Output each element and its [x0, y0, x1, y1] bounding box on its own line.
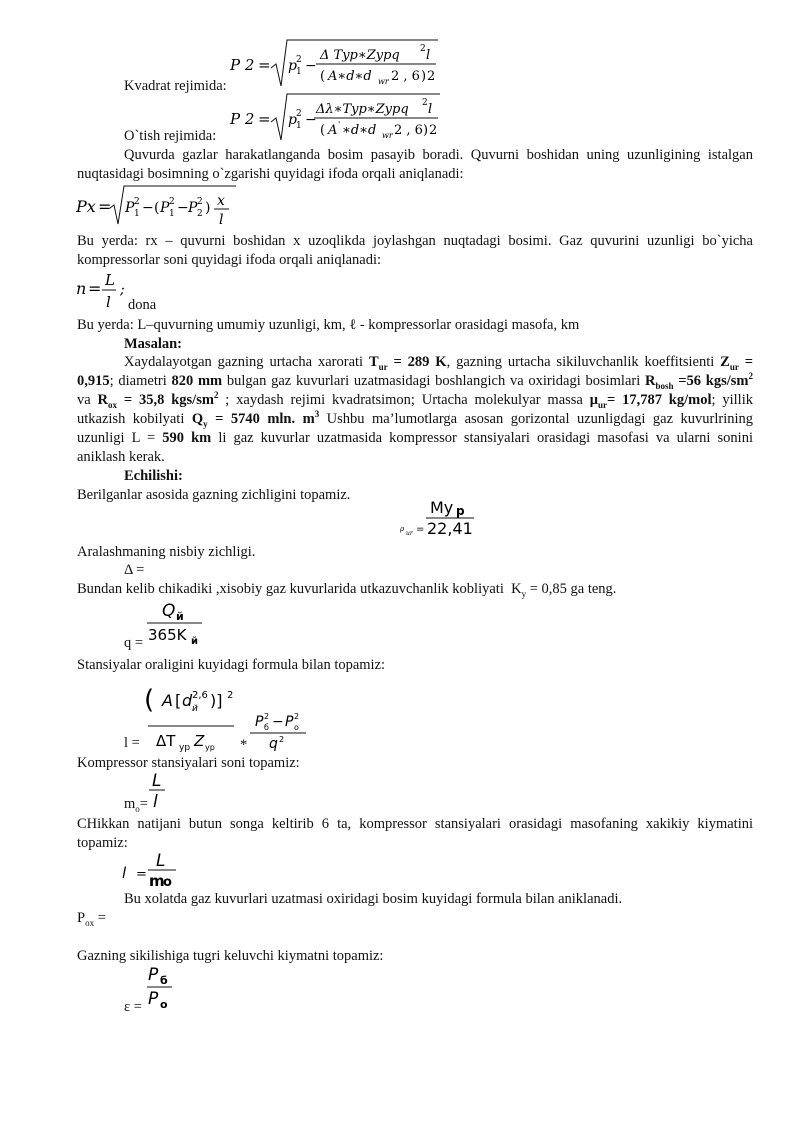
svg-text:∗d∗d: ∗d∗d: [342, 123, 377, 138]
kvadrat-label: Kvadrat rejimida:: [124, 78, 227, 94]
svg-text:Px: Px: [76, 197, 96, 216]
svg-text:l: l: [219, 212, 224, 228]
svg-text:P: P: [255, 714, 264, 730]
formula-px: [76, 184, 246, 230]
svg-text:ρ: ρ: [400, 525, 405, 533]
svg-text:й: й: [176, 610, 184, 623]
svg-text:): ): [205, 200, 211, 216]
multiply-sign: *: [240, 737, 248, 753]
svg-text:p: p: [288, 58, 297, 74]
relative-density-label: Aralashmaning nisbiy zichligi.: [77, 544, 256, 560]
svg-text:wr: wr: [378, 77, 389, 86]
formula-mo: [148, 770, 168, 810]
l-eq: l =: [124, 735, 140, 751]
svg-text:m: m: [149, 872, 165, 890]
svg-text:L: L: [105, 271, 115, 289]
svg-text:22,41: 22,41: [427, 519, 473, 538]
svg-text:о: о: [294, 723, 299, 732]
svg-text:1: 1: [134, 209, 140, 219]
svg-text:(: (: [144, 685, 155, 715]
svg-text:2: 2: [134, 197, 140, 207]
svg-text:L: L: [156, 851, 166, 871]
svg-text:wr: wr: [382, 131, 393, 140]
formula-kvadrat: [228, 38, 448, 92]
svg-text:2: 2: [294, 712, 300, 721]
svg-text:−: −: [305, 112, 317, 128]
svg-text:(: (: [320, 69, 326, 84]
formula-density: [398, 497, 480, 541]
capacity-sentence: Bundan kelib chikadiki ,xisobiy gaz kuvurlarida utkazuvchanlik kobliyati $K_y = 0,85$ ga teng.: [77, 581, 617, 599]
density-intro: Berilganlar asosida gazning zichligini topamiz.: [77, 487, 351, 503]
svg-text:о: о: [160, 998, 168, 1011]
svg-text:): ): [423, 123, 429, 138]
pox-eq: $P_{ox}$ =: [77, 910, 106, 928]
svg-text:−: −: [142, 200, 154, 216]
svg-text:1: 1: [169, 209, 175, 219]
svg-text:=: =: [136, 867, 147, 882]
svg-text:P: P: [125, 200, 135, 216]
formula-l-actual: [122, 850, 182, 890]
svg-text:ur: ur: [406, 530, 413, 537]
svg-text:2: 2: [420, 44, 426, 54]
svg-text:2: 2: [197, 197, 203, 207]
svg-text:2: 2: [427, 69, 436, 84]
svg-text:': ': [338, 120, 341, 129]
svg-text:Δ Typ∗Zypq: Δ Typ∗Zypq: [320, 48, 400, 63]
svg-text:2 , 6: 2 , 6: [394, 123, 423, 138]
svg-text:=: =: [258, 56, 271, 74]
svg-text:p: p: [456, 504, 465, 518]
svg-text:365K: 365K: [148, 626, 187, 644]
svg-text:A: A: [328, 123, 338, 138]
svg-text:1: 1: [296, 67, 302, 77]
svg-text:n: n: [76, 279, 87, 298]
svg-text:=: =: [88, 279, 102, 298]
svg-text:2: 2: [422, 98, 428, 108]
svg-text:P: P: [148, 965, 159, 985]
formula-n: [76, 270, 136, 314]
formula-epsilon: [146, 962, 176, 1012]
svg-text:=: =: [98, 197, 112, 216]
svg-text:2: 2: [279, 735, 285, 744]
svg-text:й: й: [191, 636, 199, 647]
epsilon-eq: ε =: [124, 999, 142, 1015]
svg-text:;: ;: [120, 282, 125, 298]
svg-text:Q: Q: [162, 601, 176, 621]
svg-text:My: My: [430, 498, 454, 517]
svg-text:P: P: [188, 200, 198, 216]
delta-eq: Δ =: [124, 562, 145, 578]
svg-text:2: 2: [264, 712, 270, 721]
svg-text:−: −: [272, 714, 284, 730]
svg-text:L: L: [152, 771, 162, 791]
svg-text:2: 2: [296, 55, 302, 65]
svg-text:q: q: [269, 736, 278, 752]
svg-text:−: −: [305, 58, 317, 74]
svg-text:(: (: [320, 123, 326, 138]
formula-q: [146, 598, 206, 648]
solution-heading: Echilishi:: [124, 468, 183, 484]
svg-text:−: −: [177, 200, 189, 216]
svg-text:l: l: [426, 48, 431, 63]
svg-text:=: =: [258, 110, 271, 128]
svg-text:P: P: [148, 989, 159, 1009]
svg-text:[: [: [175, 691, 182, 710]
paragraph-pressure-drop: Quvurda gazlar harakatlanganda bosim pasayib boradi. Quvurni boshidan uning uzunligining istalgan nuqtasidagi bosimning o`zgarishi quyidagi ifoda orqali aniqlanadi:: [77, 147, 753, 182]
q-eq: q =: [124, 635, 144, 651]
rounding-sentence: CHikkan natijani butun songa keltirib 6 ta, kompressor stansiyalari orasidagi masofaning xakikiy kiymatini topamiz:: [77, 816, 753, 851]
paragraph-L-definition: Bu yerda: L–quvurning umumiy uzunligi, km, ℓ - kompressorlar orasidagi masofa, km: [77, 317, 580, 333]
svg-text:2: 2: [169, 197, 175, 207]
svg-text:2: 2: [296, 109, 302, 119]
formula-p2-label: P 2: [230, 56, 255, 74]
formula-otish: [228, 92, 448, 146]
svg-text:d: d: [182, 691, 193, 710]
svg-text:x: x: [217, 193, 225, 209]
example-paragraph: Xaydalayotgan gazning urtacha xarorati $T_{ur} = 289$ K, gazning urtacha sikiluvchanlik koeffitsienti $Z_{ur} = 0,915$; diametri 820 mm bulgan gaz kuvurlari uzatmasidagi boshlangich va oxiridagi bosimlari $R_{bosh} =56$ kgs/$sm^2$ va $R_{ox} = 35,8$ kgs/$sm^2$ ; xaydash rejimi kvadratsimon; Urtacha molekulyar massa $\mu_{ur}= 17,787$ kg/mol; yillik utkazish kobilyati $Q_y = 5740$ mln. $m^3$ Ushbu ma’lumotlarga asosan gorizontal uzunligdagi gaz kuvurlrining uzunligi L = 590 km li gaz kuvurlar uzatmasida kompressor stansiyalari orasidagi masofasi va ularni sonini aniklash kerak.: [77, 354, 754, 465]
svg-text:ур: ур: [179, 743, 191, 753]
paragraph-px-explained: Bu yerda: rx – quvurni boshidan x uzoqlikda joylashgan nuqtadagi bosimi. Gaz quvurini uzunligi bo`yicha kompressorlar soni quyidagi ifoda orqali aniqlanadi:: [77, 233, 753, 268]
svg-text:й: й: [192, 704, 198, 714]
svg-text:Δλ∗Typ∗Zypq: Δλ∗Typ∗Zypq: [316, 102, 409, 117]
svg-text:2: 2: [227, 690, 234, 701]
mo-eq: $m_o=$: [124, 796, 148, 814]
example-heading: Masalan:: [124, 336, 182, 352]
svg-text:)]: )]: [210, 691, 223, 710]
svg-text:2,6: 2,6: [192, 690, 208, 701]
svg-text:2 , 6: 2 , 6: [391, 69, 420, 84]
svg-text:A∗d∗d: A∗d∗d: [328, 69, 372, 84]
compression-intro: Gazning sikilishiga tugri keluvchi kiymatni topamiz:: [77, 948, 384, 964]
count-intro: Kompressor stansiyalari soni topamiz:: [77, 755, 300, 771]
svg-text:p: p: [288, 112, 297, 128]
svg-text:ур: ур: [205, 743, 215, 752]
svg-text:l: l: [428, 102, 433, 117]
svg-text:б: б: [160, 974, 168, 987]
svg-text:o: o: [163, 875, 172, 890]
dona-label: dona: [128, 297, 157, 313]
svg-text:): ): [421, 69, 427, 84]
svg-text:P: P: [160, 200, 170, 216]
svg-text:2: 2: [197, 209, 203, 219]
svg-text:(: (: [154, 200, 160, 216]
svg-text:l: l: [153, 792, 158, 810]
svg-text:A: A: [162, 691, 173, 710]
svg-text:P: P: [285, 714, 294, 730]
formula-l: [142, 674, 317, 754]
svg-text:1: 1: [296, 121, 302, 131]
svg-text:2: 2: [429, 123, 438, 138]
svg-text:=: =: [416, 524, 425, 535]
svg-text:P 2: P 2: [230, 110, 255, 128]
svg-text:б: б: [264, 723, 269, 732]
svg-text:l: l: [106, 293, 111, 311]
end-pressure-intro: Bu xolatda gaz kuvurlari uzatmasi oxiridagi bosim kuyidagi formula bilan aniklanadi.: [124, 891, 623, 907]
svg-text:l: l: [122, 864, 127, 882]
svg-text:ΔT: ΔT: [156, 732, 176, 750]
svg-text:Z: Z: [194, 732, 205, 750]
spacing-intro: Stansiyalar oraligini kuyidagi formula bilan topamiz:: [77, 657, 386, 673]
otish-label: O`tish rejimida:: [124, 128, 217, 144]
